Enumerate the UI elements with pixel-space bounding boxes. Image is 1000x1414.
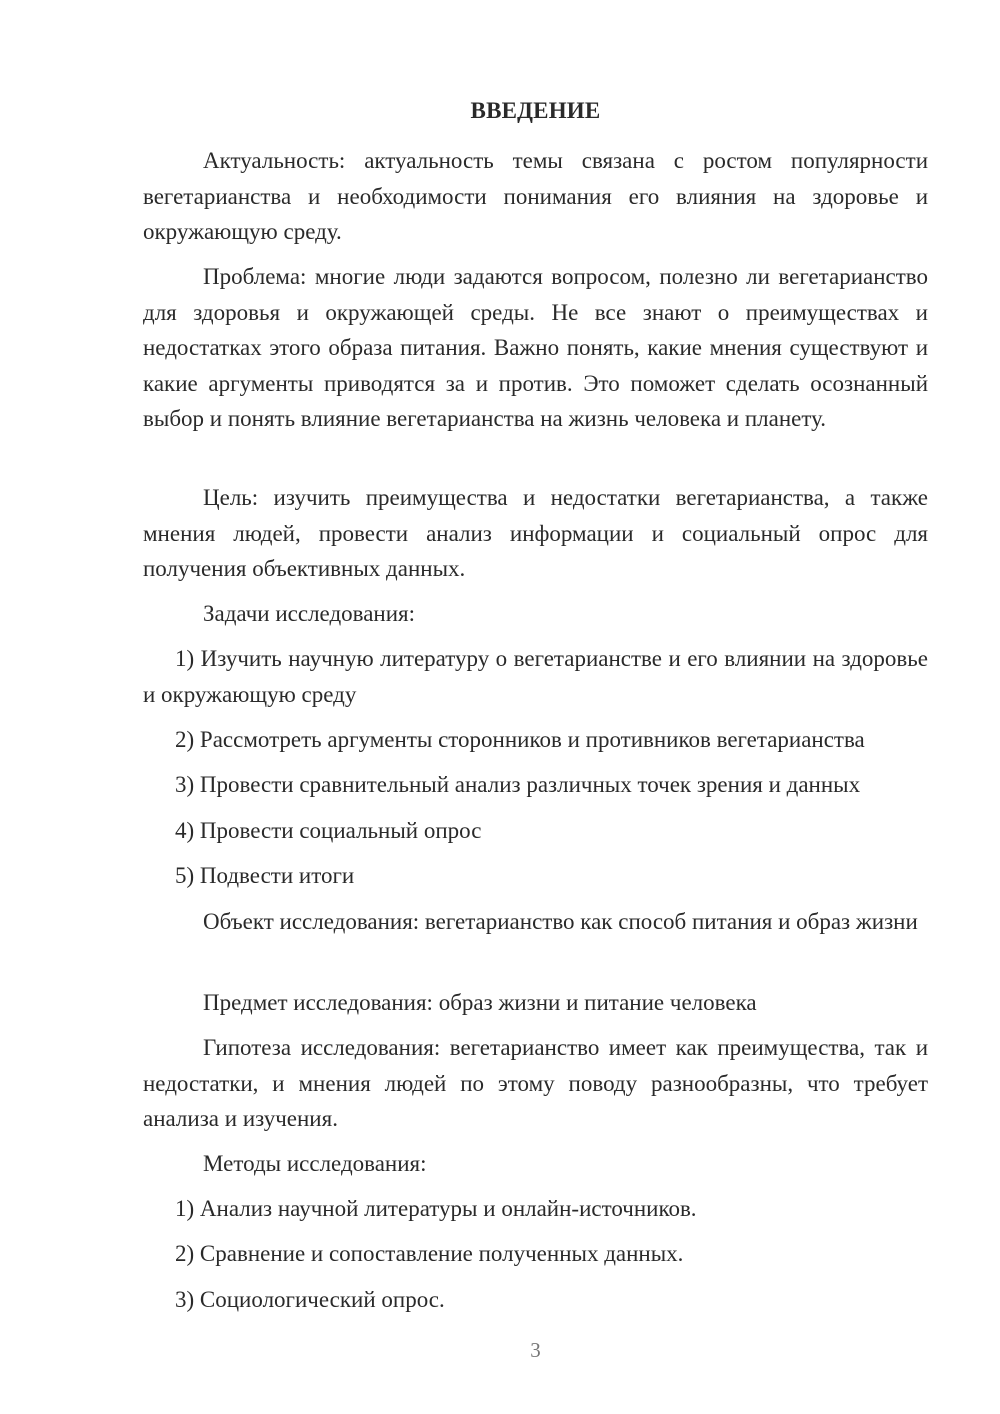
- page-number: 3: [530, 1338, 541, 1362]
- task-item-1: 1) Изучить научную литературу о вегетарианстве и его влиянии на здоровье и окружающую среду: [143, 646, 928, 707]
- goal-paragraph: Цель: изучить преимущества и недостатки вегетарианства, а также мнения людей, провести анализ информации и социальный опрос для получения объективных данных.: [143, 485, 928, 581]
- task-item-4: 4) Провести социальный опрос: [175, 818, 482, 843]
- tasks-heading: Задачи исследования:: [203, 601, 416, 626]
- object-paragraph: Объект исследования: вегетарианство как способ питания и образ жизни: [203, 909, 918, 934]
- section-title: ВВЕДЕНИЕ: [470, 98, 601, 123]
- task-item-5: 5) Подвести итоги: [175, 863, 355, 888]
- document-page: [143, 0, 928, 1414]
- hypothesis-paragraph: Гипотеза исследования: вегетарианство имеет как преимущества, так и недостатки, и мнения людей по этому поводу разнообразны, что требует анализа и изучения.: [143, 1035, 928, 1131]
- relevance-paragraph: Актуальность: актуальность темы связана с ростом популярности вегетарианства и необходимости понимания его влияния на здоровье и окружающую среду.: [143, 148, 928, 244]
- task-item-3: 3) Провести сравнительный анализ различных точек зрения и данных: [175, 772, 861, 797]
- subject-paragraph: Предмет исследования: образ жизни и питание человека: [203, 990, 757, 1015]
- method-item-3: 3) Социологический опрос.: [175, 1287, 445, 1312]
- method-item-2: 2) Сравнение и сопоставление полученных данных.: [175, 1241, 684, 1266]
- task-item-2: 2) Рассмотреть аргументы сторонников и противников вегетарианства: [175, 727, 865, 752]
- method-item-1: 1) Анализ научной литературы и онлайн-источников.: [175, 1196, 697, 1221]
- problem-paragraph: Проблема: многие люди задаются вопросом, полезно ли вегетарианство для здоровья и окружающей среды. Не все знают о преимуществах и недостатках этого образа питания. Важно понять, какие мнения существуют и какие аргументы приводятся за и против. Это поможет сделать осознанный выбор и понять влияние вегетарианства на жизнь человека и планету.: [143, 264, 928, 431]
- methods-heading: Методы исследования:: [203, 1151, 427, 1176]
